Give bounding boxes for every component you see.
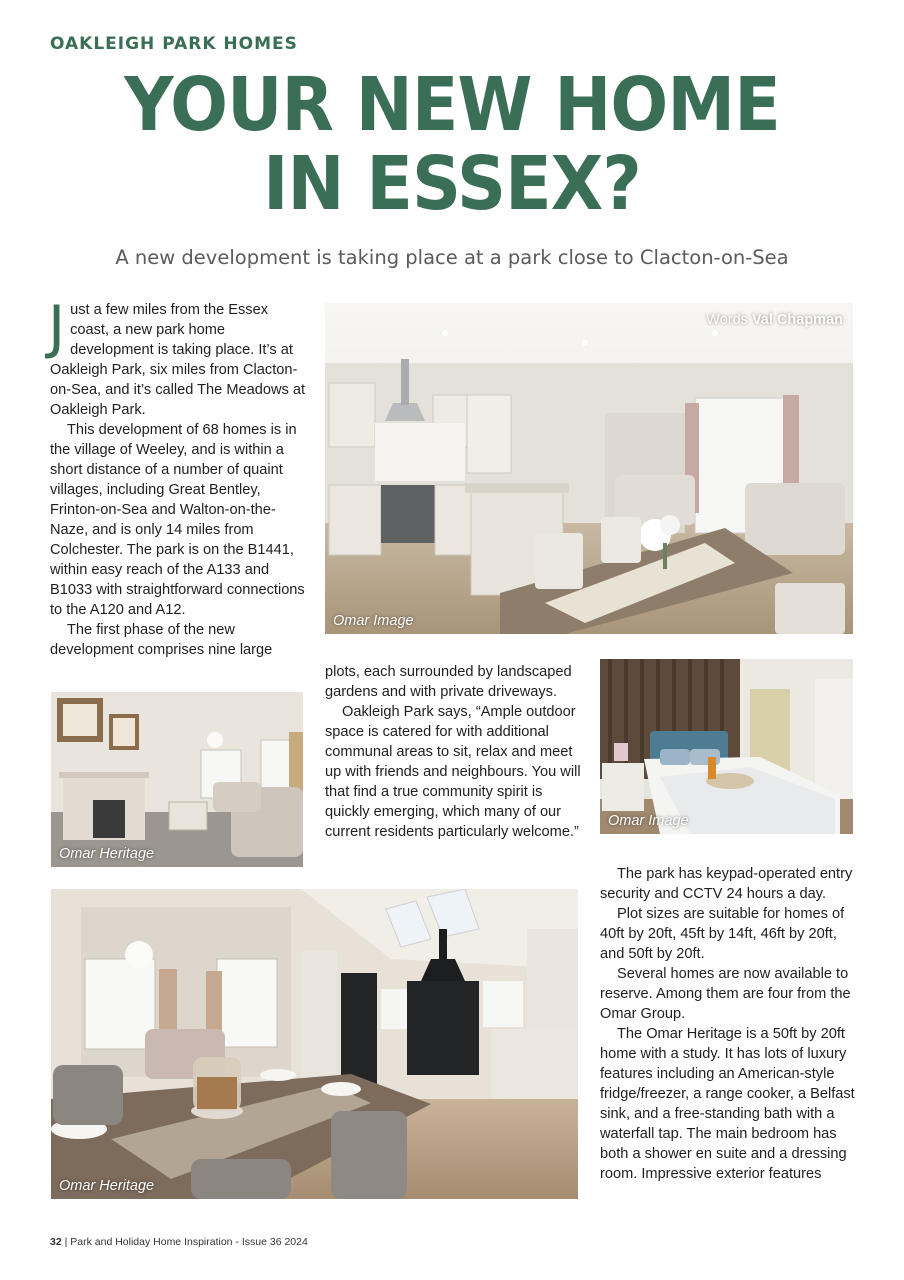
credit-prefix: Words [706, 312, 748, 328]
paragraph-2: This development of 68 homes is in the village of Weeley, and is within a short distance of a number of quaint villages, including Great Bentley, Frinton-on-Sea and Walton-on-the-Naze, and is only 14 miles from Colchester. The park is on the B1441, within easy reach of the A133 and B1033 with straightforward connections to the A120 and A12. [50, 422, 305, 618]
standfirst: A new development is taking place at a park close to Clacton-on-Sea [115, 246, 789, 269]
publication-name: Park and Holiday Home Inspiration - Issue 36 2024 [70, 1236, 308, 1248]
footer-separator: | [64, 1236, 68, 1248]
photo-lounge [51, 692, 303, 867]
paragraph-8: Several homes are now available to reserve. Among them are four from the Omar Group. [600, 966, 851, 1022]
page-number: 32 [50, 1236, 62, 1248]
caption-dining-kitchen: Omar Heritage [59, 1178, 155, 1194]
drop-cap: J [48, 293, 66, 361]
paragraph-1: ust a few miles from the Essex coast, a new park home development is taking place. It’s at Oakleigh Park, six miles from Clacton-on-Sea, and it’s called The Meadows at Oakleigh Park. [50, 302, 306, 418]
article-credit [706, 312, 843, 328]
section-label: OAKLEIGH PARK HOMES [50, 34, 298, 54]
article-column-1 [48, 293, 306, 660]
caption-lounge: Omar Heritage [59, 846, 155, 862]
headline-line-1: YOUR NEW HOME [124, 62, 780, 148]
credit-name: Val Chapman [751, 312, 843, 328]
page-footer [50, 1236, 308, 1248]
paragraph-9: The Omar Heritage is a 50ft by 20ft home with a study. It has lots of luxury features including an American-style fridge/freezer, a range cooker, a Belfast sink, and a free-standing bath with a waterfall tap. The main bedroom has both a shower en suite and a dressing room. Impressive exterior features [600, 1026, 855, 1182]
article-column-2 [325, 662, 585, 842]
photo-kitchen-diner [325, 303, 853, 634]
paragraph-7: Plot sizes are suitable for homes of 40ft by 20ft, 45ft by 14ft, 46ft by 20ft, and 50ft by 20ft. [600, 906, 845, 962]
headline [36, 62, 868, 227]
paragraph-4: plots, each surrounded by landscaped gardens and with private driveways. [325, 664, 572, 700]
caption-kitchen-diner: Omar Image [333, 613, 414, 629]
photo-bedroom [600, 659, 853, 834]
photo-dining-kitchen [51, 889, 578, 1199]
paragraph-3: The first phase of the new development comprises nine large [50, 622, 273, 658]
article-column-3 [600, 864, 856, 1184]
paragraph-6: The park has keypad-operated entry security and CCTV 24 hours a day. [600, 866, 853, 902]
caption-bedroom: Omar Image [608, 813, 689, 829]
paragraph-5: Oakleigh Park says, “Ample outdoor space is catered for with additional communal areas to sit, relax and meet up with friends and neighbours. You will that find a true community spirit is quickly emerging, which many of our current residents particularly welcome.” [325, 704, 581, 840]
headline-line-2: IN ESSEX? [263, 141, 641, 227]
